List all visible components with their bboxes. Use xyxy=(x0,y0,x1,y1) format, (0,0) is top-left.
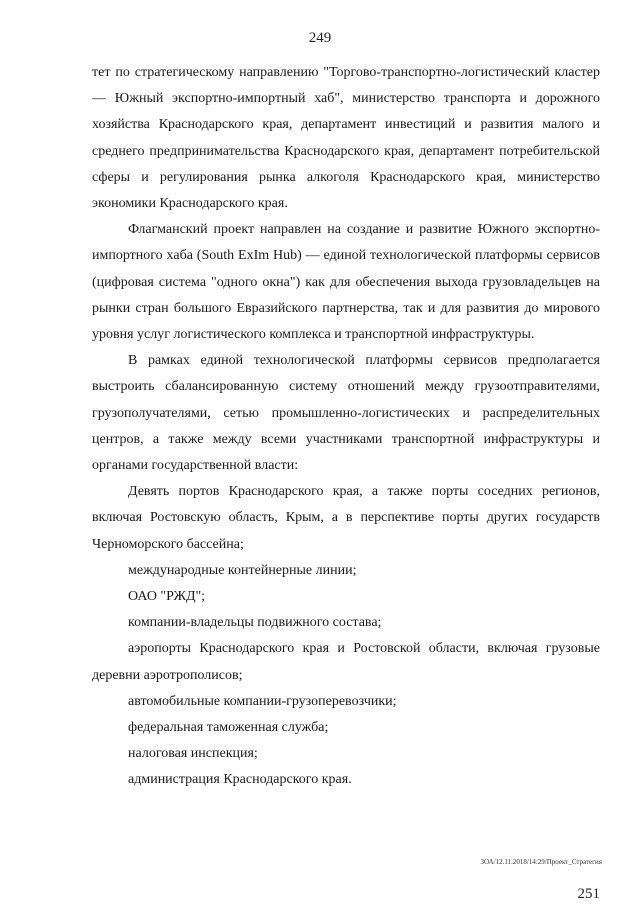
list-item: аэропорты Краснодарского края и Ростовской области, включая грузовые деревни аэротрополисов; xyxy=(92,641,600,683)
paragraph-2: Флагманский проект направлен на создание и развитие Южного экспортно-импортного хаба (South ExIm Hub) — единой технологической платформы сервисов (цифровая система "одного окна") как для обеспечения выхода грузовладельцев на рынки стран большого Евразийского партнерства, так и для развития до мирового уровня услуг логистического комплекса и транспортной инфраструктуры. xyxy=(92,222,600,343)
page-number: 249 xyxy=(308,30,332,46)
list-item: налоговая инспекция; xyxy=(128,746,258,762)
document-body xyxy=(92,60,600,794)
list-item: международные контейнерные линии; xyxy=(128,562,357,578)
list-item: Девять портов Краснодарского края, а также порты соседних регионов, включая Ростовскую область, Крым, а в перспективе порты других государств Черноморского бассейна; xyxy=(92,484,600,552)
paragraph-1: тет по стратегическому направлению "Торгово-транспортно-логистический кластер — Южный экспортно-импортный хаб", министерство транспорта и дорожного хозяйства Краснодарского края, департамент инвестиций и развития малого и среднего предпринимательства Краснодарского края, департамент потребительской сферы и регулирования рынка алкоголя Краснодарского края, министерство экономики Краснодарского края. xyxy=(92,65,600,212)
bottom-page-number: 251 xyxy=(577,886,600,902)
list-item: компании-владельцы подвижного состава; xyxy=(128,615,382,631)
paragraph-3: В рамках единой технологической платформы сервисов предполагается выстроить сбалансированную систему отношений между грузоотправителями, грузополучателями, сетью промышленно-логистических и распределительных центров, а также между всеми участниками транспортной инфраструктуры и органами государственной власти: xyxy=(92,353,600,474)
list-item: автомобильные компании-грузоперевозчики; xyxy=(128,693,397,709)
footer-meta: 3ОА/12.11.2018/14:29/Проект_Стратегия xyxy=(480,858,602,866)
list-item: администрация Краснодарского края. xyxy=(128,772,352,788)
list-item: федеральная таможенная служба; xyxy=(128,720,329,736)
list-item: ОАО "РЖД"; xyxy=(128,589,206,605)
